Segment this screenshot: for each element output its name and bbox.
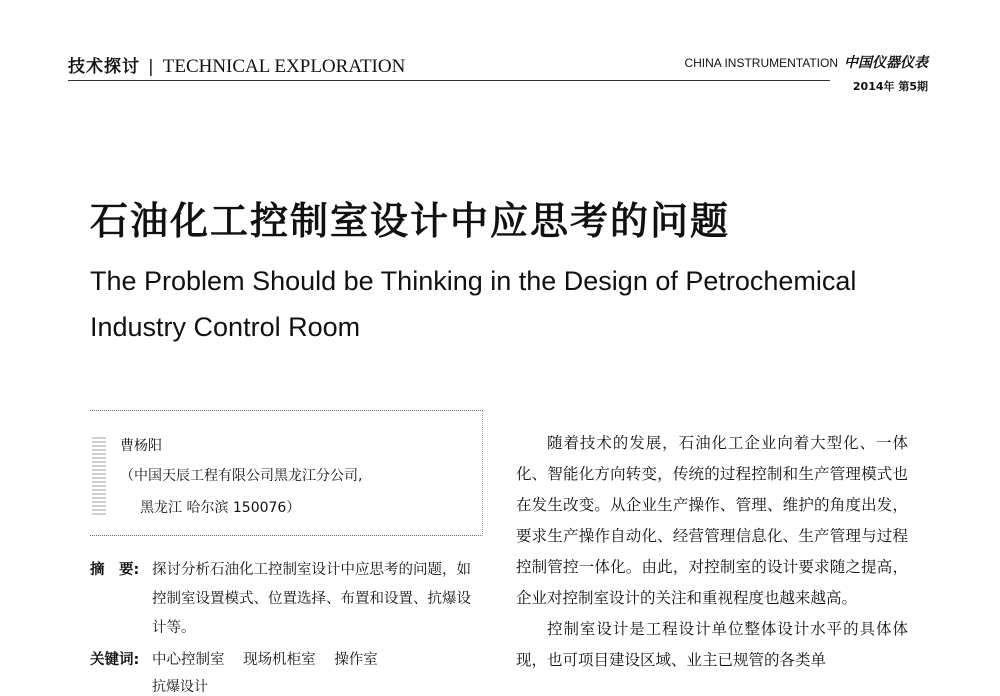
keyword-cutoff: 抗爆设计 bbox=[152, 679, 208, 695]
body-column bbox=[516, 428, 908, 676]
keywords-label: 关键词: bbox=[90, 652, 140, 668]
keyword: 中心控制室 bbox=[152, 652, 225, 668]
body-paragraph: 控制室设计是工程设计单位整体设计水平的具体体现，也可项目建设区域、业主已规管的各类单 bbox=[516, 620, 908, 669]
article-title-cn: 石油化工控制室设计中应思考的问题 bbox=[90, 199, 731, 243]
issue-number: 2014年 第5期 bbox=[852, 80, 928, 93]
abstract bbox=[90, 556, 480, 643]
author-box bbox=[90, 410, 483, 536]
magazine-name-en: CHINA INSTRUMENTATION bbox=[684, 56, 838, 70]
section-name-cn: 技术探讨 bbox=[68, 57, 140, 77]
decorative-stamp bbox=[92, 437, 106, 515]
keyword: 现场机柜室 bbox=[243, 652, 316, 668]
magazine-logo-cn: 中国仪器仪表 bbox=[844, 55, 928, 71]
article-title-en: The Problem Should be Thinking in the Design of Petrochemical Industry Control Room bbox=[90, 266, 857, 342]
header-separator: | bbox=[148, 57, 155, 77]
author-name: 曹杨阳 bbox=[120, 438, 162, 454]
magazine-masthead bbox=[684, 52, 928, 94]
body-paragraph: 随着技术的发展，石油化工企业向着大型化、一体化、智能化方向转变，传统的过程控制和生产管理模式也在发生改变。从企业生产操作、管理、维护的角度出发，要求生产操作自动化、经营管理信息化、生产管理与过程控制管控一体化。由此，对控制室的设计要求随之提高，企业对控制室设计的关注和重视程度也越来越高。 bbox=[516, 434, 908, 607]
affiliation-line-2: 黑龙江 哈尔滨 150076） bbox=[140, 500, 301, 516]
section-header bbox=[68, 52, 405, 78]
abstract-label: 摘 要: bbox=[90, 562, 140, 578]
keywords-list bbox=[152, 648, 392, 669]
affiliation-line-1: （中国天辰工程有限公司黑龙江分公司, bbox=[120, 468, 363, 484]
section-name-en: TECHNICAL EXPLORATION bbox=[162, 56, 406, 77]
abstract-text: 探讨分析石油化工控制室设计中应思考的问题，如控制室设置模式、位置选择、布置和设置、抗爆设计等。 bbox=[152, 562, 471, 636]
keyword: 操作室 bbox=[334, 652, 378, 668]
